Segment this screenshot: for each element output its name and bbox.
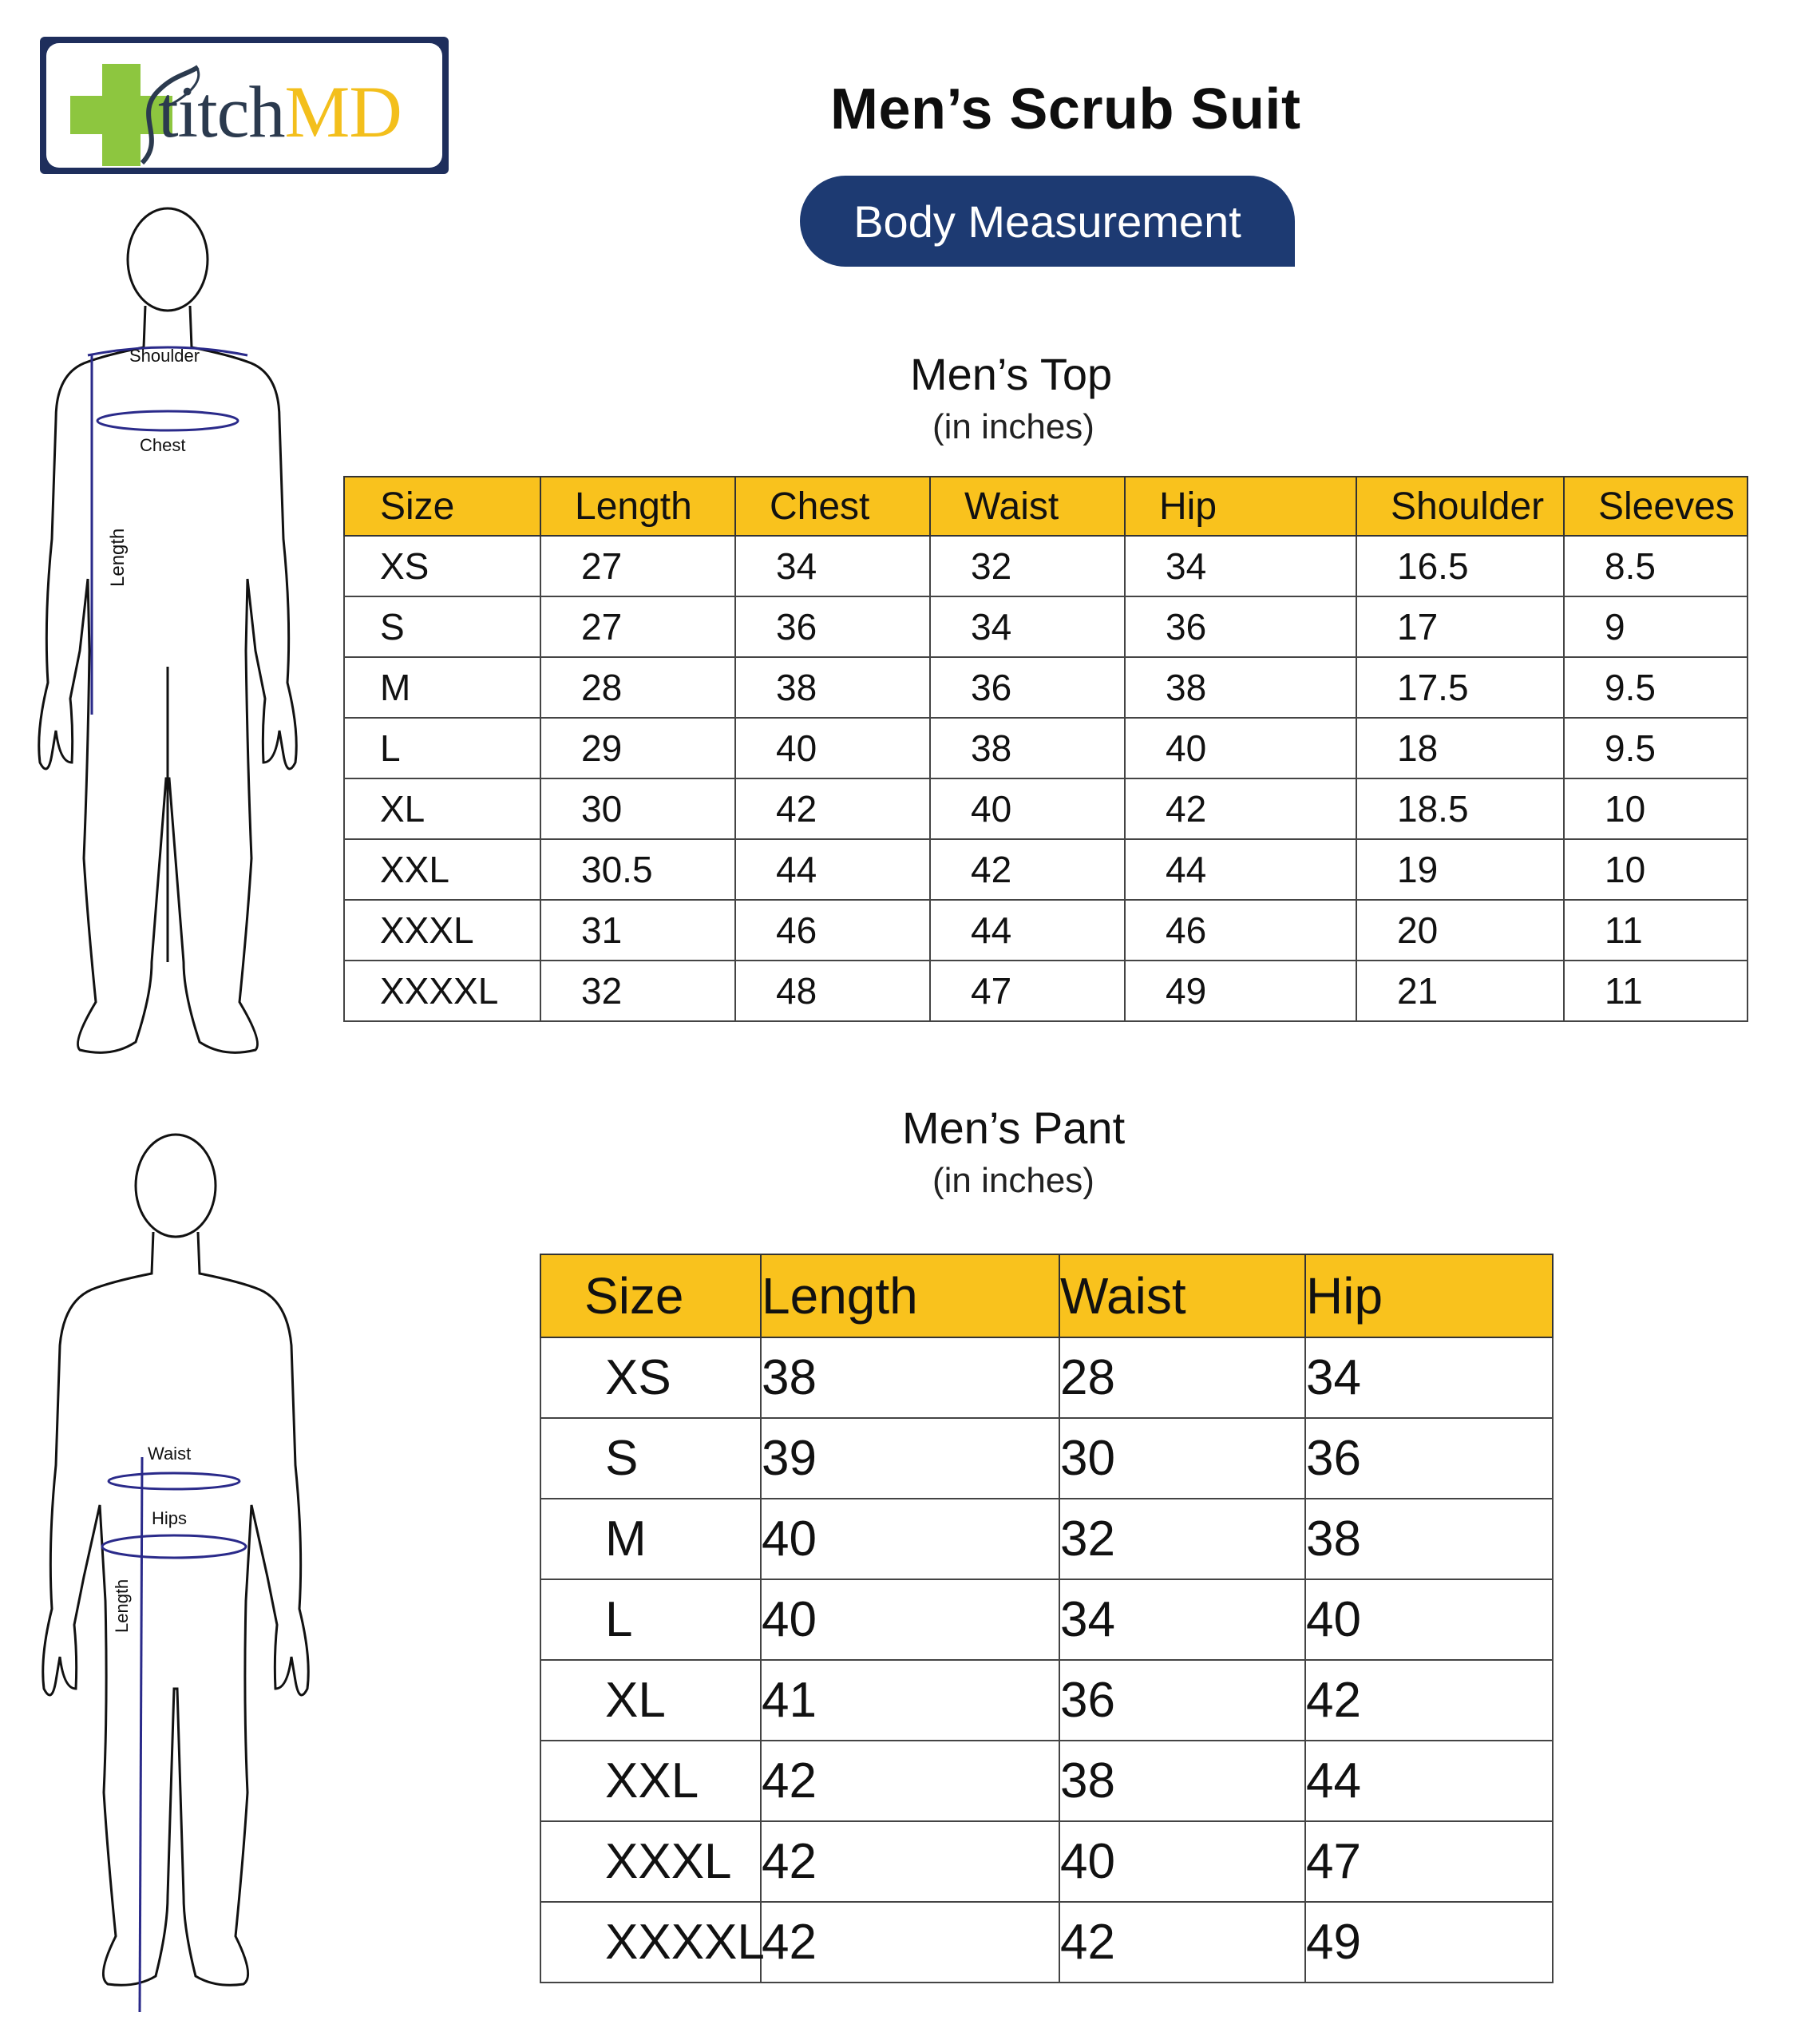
measurement-cell: 49 <box>1125 961 1356 1021</box>
measurement-cell: 38 <box>1305 1499 1553 1579</box>
measurement-cell: 30 <box>540 778 735 839</box>
measurement-cell: 36 <box>1125 596 1356 657</box>
size-cell: XL <box>540 1660 761 1741</box>
column-header: Length <box>540 477 735 536</box>
column-header: Waist <box>930 477 1125 536</box>
measurement-cell: 40 <box>761 1499 1059 1579</box>
measurement-cell: 36 <box>735 596 930 657</box>
top-length-label: Length <box>107 528 129 587</box>
size-cell: XS <box>344 536 540 596</box>
measurement-cell: 42 <box>1059 1902 1305 1983</box>
measurement-cell: 31 <box>540 900 735 961</box>
measurement-cell: 38 <box>761 1337 1059 1418</box>
measurement-cell: 30 <box>1059 1418 1305 1499</box>
table-row <box>540 1579 1553 1660</box>
measurement-cell: 40 <box>1305 1579 1553 1660</box>
measurement-cell: 40 <box>761 1579 1059 1660</box>
measurement-cell: 9.5 <box>1564 718 1748 778</box>
measurement-cell: 40 <box>1059 1821 1305 1902</box>
column-header: Sleeves <box>1564 477 1748 536</box>
brand-logo <box>40 37 449 174</box>
column-header: Waist <box>1059 1254 1305 1337</box>
size-cell: XXXL <box>540 1821 761 1902</box>
pant-body-figure <box>32 1130 319 2024</box>
measurement-cell: 46 <box>1125 900 1356 961</box>
measurement-cell: 27 <box>540 536 735 596</box>
measurement-cell: 47 <box>1305 1821 1553 1902</box>
pant-section-title: Men’s Pant <box>902 1103 1126 1153</box>
section-banner: Body Measurement <box>800 176 1295 267</box>
measurement-cell: 34 <box>1125 536 1356 596</box>
table-row <box>344 657 1748 718</box>
measurement-cell: 42 <box>735 778 930 839</box>
size-cell: L <box>540 1579 761 1660</box>
measurement-cell: 40 <box>930 778 1125 839</box>
measurement-cell: 34 <box>1059 1579 1305 1660</box>
table-row <box>344 778 1748 839</box>
size-cell: L <box>344 718 540 778</box>
table-header-row <box>540 1254 1553 1337</box>
table-row <box>540 1741 1553 1821</box>
measurement-cell: 46 <box>735 900 930 961</box>
size-cell: XXL <box>540 1741 761 1821</box>
logo-panel <box>46 43 442 168</box>
measurement-cell: 38 <box>1125 657 1356 718</box>
size-cell: S <box>540 1418 761 1499</box>
size-cell: M <box>344 657 540 718</box>
measurement-cell: 36 <box>930 657 1125 718</box>
column-header: Chest <box>735 477 930 536</box>
size-cell: XXL <box>344 839 540 900</box>
measurement-cell: 18 <box>1356 718 1564 778</box>
top-body-figure <box>24 204 311 1098</box>
measurement-cell: 30.5 <box>540 839 735 900</box>
waist-label: Waist <box>148 1444 192 1464</box>
measurement-cell: 34 <box>1305 1337 1553 1418</box>
measurement-cell: 39 <box>761 1418 1059 1499</box>
measurement-cell: 29 <box>540 718 735 778</box>
measurement-cell: 34 <box>930 596 1125 657</box>
top-size-table <box>343 476 1748 1022</box>
measurement-cell: 38 <box>930 718 1125 778</box>
table-row <box>344 718 1748 778</box>
measurement-cell: 49 <box>1305 1902 1553 1983</box>
measurement-cell: 44 <box>1305 1741 1553 1821</box>
measurement-cell: 42 <box>1125 778 1356 839</box>
measurement-cell: 19 <box>1356 839 1564 900</box>
table-row <box>540 1821 1553 1902</box>
measurement-cell: 34 <box>735 536 930 596</box>
hips-label: Hips <box>152 1508 188 1528</box>
column-header: Size <box>344 477 540 536</box>
column-header: Shoulder <box>1356 477 1564 536</box>
logo-text-accent: MD <box>284 71 402 153</box>
measurement-cell: 28 <box>540 657 735 718</box>
measurement-cell: 42 <box>761 1821 1059 1902</box>
column-header: Size <box>540 1254 761 1337</box>
shoulder-label: Shoulder <box>129 346 200 366</box>
table-row <box>344 900 1748 961</box>
pant-size-table <box>540 1254 1554 1983</box>
measurement-cell: 48 <box>735 961 930 1021</box>
measurement-cell: 47 <box>930 961 1125 1021</box>
size-cell: XXXXL <box>540 1902 761 1983</box>
measurement-cell: 42 <box>1305 1660 1553 1741</box>
measurement-cell: 16.5 <box>1356 536 1564 596</box>
size-cell: XS <box>540 1337 761 1418</box>
size-cell: S <box>344 596 540 657</box>
chest-label: Chest <box>140 435 186 455</box>
top-section-subtitle: (in inches) <box>932 407 1094 446</box>
table-row <box>344 536 1748 596</box>
table-row <box>540 1418 1553 1499</box>
measurement-cell: 38 <box>735 657 930 718</box>
measurement-cell: 27 <box>540 596 735 657</box>
pant-section-subtitle: (in inches) <box>932 1161 1094 1200</box>
table-header-row <box>344 477 1748 536</box>
logo-text-main: titch <box>158 71 285 153</box>
measurement-cell: 10 <box>1564 778 1748 839</box>
column-header: Hip <box>1125 477 1356 536</box>
measurement-cell: 21 <box>1356 961 1564 1021</box>
measurement-cell: 36 <box>1305 1418 1553 1499</box>
measurement-cell: 40 <box>735 718 930 778</box>
measurement-cell: 9.5 <box>1564 657 1748 718</box>
measurement-cell: 36 <box>1059 1660 1305 1741</box>
measurement-cell: 32 <box>540 961 735 1021</box>
measurement-cell: 9 <box>1564 596 1748 657</box>
table-row <box>344 596 1748 657</box>
measurement-cell: 44 <box>1125 839 1356 900</box>
table-row <box>540 1499 1553 1579</box>
top-section-title: Men’s Top <box>910 349 1113 399</box>
table-row <box>344 839 1748 900</box>
measurement-cell: 11 <box>1564 961 1748 1021</box>
measurement-cell: 41 <box>761 1660 1059 1741</box>
table-row <box>540 1337 1553 1418</box>
size-cell: XXXXL <box>344 961 540 1021</box>
measurement-cell: 44 <box>735 839 930 900</box>
measurement-cell: 40 <box>1125 718 1356 778</box>
pant-length-label: Length <box>112 1579 132 1633</box>
table-row <box>540 1660 1553 1741</box>
measurement-cell: 20 <box>1356 900 1564 961</box>
page-title: Men’s Scrub Suit <box>830 77 1301 141</box>
table-row <box>344 961 1748 1021</box>
size-cell: M <box>540 1499 761 1579</box>
measurement-cell: 42 <box>930 839 1125 900</box>
measurement-cell: 42 <box>761 1741 1059 1821</box>
logo-wordmark <box>158 72 402 152</box>
measurement-cell: 42 <box>761 1902 1059 1983</box>
measurement-cell: 38 <box>1059 1741 1305 1821</box>
measurement-cell: 18.5 <box>1356 778 1564 839</box>
measurement-cell: 32 <box>930 536 1125 596</box>
measurement-cell: 17.5 <box>1356 657 1564 718</box>
measurement-cell: 11 <box>1564 900 1748 961</box>
measurement-cell: 8.5 <box>1564 536 1748 596</box>
measurement-cell: 28 <box>1059 1337 1305 1418</box>
table-row <box>540 1902 1553 1983</box>
column-header: Hip <box>1305 1254 1553 1337</box>
measurement-cell: 32 <box>1059 1499 1305 1579</box>
measurement-cell: 10 <box>1564 839 1748 900</box>
size-cell: XL <box>344 778 540 839</box>
column-header: Length <box>761 1254 1059 1337</box>
measurement-cell: 17 <box>1356 596 1564 657</box>
size-cell: XXXL <box>344 900 540 961</box>
measurement-cell: 44 <box>930 900 1125 961</box>
